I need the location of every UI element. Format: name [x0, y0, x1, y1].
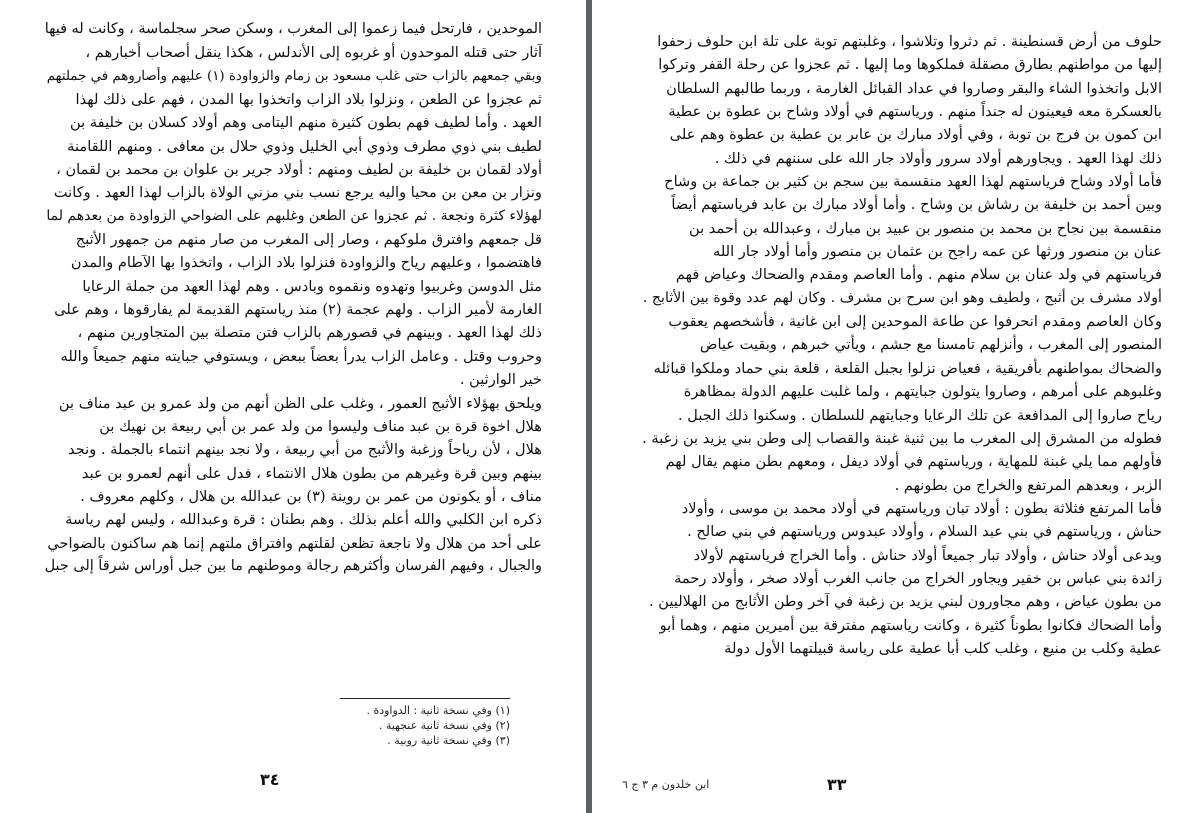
- text-line: مناف ، أو يكونون من عمر بن روينة (٣) بن عبدالله بن هلال ، وكلهم معروف .: [80, 487, 542, 505]
- text-line: العهد . وأما لطيف فهم بطون كثيرة منهم اليتامى وهم أولاد كسلان بن خليفة بن: [70, 114, 542, 132]
- text-line: حناش ، ورياستهم في بني عبد السلام ، وأولاد عبدوس ورياستهم في بني صالح .: [687, 523, 1162, 541]
- text-line: ويلحق بهؤلاء الأثبج العمور ، وغلب على الظن أنهم من ولد عمرو بن عبد مناف بن: [58, 394, 542, 412]
- text-line: الغارمة لأمير الزاب . ولهم عجمة (٢) منذ رياستهم القديمة لم يفارقوها ، وهم على: [54, 301, 542, 319]
- text-line: آثار حتى قتله الموحدون أو غربوه إلى الأندلس ، هكذا ينقل أصحاب أخبارهم ،: [85, 44, 542, 62]
- text-line: أولاد مشرف بن أثبج ، ولطيف وهو ابن سرح بن مشرف . وكان لهم عدد وقوة بين الأثابج .: [642, 289, 1162, 306]
- right-page: [592, 0, 1200, 813]
- footnote-divider: [340, 698, 510, 699]
- footnote-item: (٢) وفي نسخة ثانية عنجهية .: [378, 719, 510, 732]
- text-line: والجبال ، وفيهم الفرسان وأكثرهم رجالة وموطنهم ما بين جبل أوراس شرقاً إلى جبل: [44, 557, 542, 574]
- text-line: مثل الدوسن وغربيوا وتهدوه ونقموه وبادس . وهم لهذا العهد من جملة الرعايا: [82, 277, 542, 295]
- page-number-right: ٣٣: [827, 775, 847, 794]
- text-line: الزبر ، وبعدهم المرتفع والخراج من بطونهم .: [894, 476, 1162, 494]
- text-line: ذكره ابن الكلبي والله أعلم بذلك . وهم بطنان : قرة وعبدالله ، وليس لهم رياسة: [65, 511, 542, 529]
- text-line: بينهم وبين قرة وغيرهم من بطون هلال الانتماء ، فدل على أنهم لعمرو بن عبد: [81, 464, 542, 482]
- text-line: فأما أولاد وشاح فرياستهم لهذا العهد منقسمة بين سجم بن كثير بن جماعة بن وشاح: [664, 173, 1162, 191]
- text-line: منقسمة بين نجاح بن محمد بن منصور بن عبيد بن مبارك ، وعبدالله بن أحمد بن: [689, 219, 1162, 237]
- text-line: وبين أحمد بن خليفة بن رشاش بن وشاح . وأما أولاد مبارك بن عابد فرياستهم أيضاً: [671, 196, 1162, 214]
- page-number-left: ٣٤: [260, 770, 280, 789]
- text-line: فرياستهم في ولد عنان بن سلام منهم . وأما العاصم ومقدم والضحاك وعياض فهم: [675, 266, 1162, 284]
- text-line: والضحاك بمواطنهم بأفريقية ، فعياض نزلوا بجبل القلعة ، قلعة بني حماد وملكوا قبائله: [653, 359, 1162, 377]
- text-line: حلوف من أرض قسنطينة . ثم دثروا وتلاشوا ، وغلبتهم توبة على تلة ابن حلوف زحفوا: [657, 33, 1162, 50]
- text-line: لطيف بني ذوي مطرف وذوي أبي الخليل وذوي حلال بن معافى . ومنهم اللقامنة: [67, 137, 542, 155]
- text-line: عنان بن منصور ورثها عن عمه راجح بن عثمان بن منصور وأما أولاد جار الله: [713, 243, 1162, 261]
- text-line: المنصور إلى المغرب ، وأنزلهم تامسنا مع جشم ، ويأتي خبرهم ، وبقيت عياض: [699, 336, 1162, 354]
- text-line: فطوله من المشرق إلى المغرب ما بين ثنية غبنة والقصاب إلى وطن بني يزيد بن زغبة .: [642, 429, 1162, 447]
- text-line: هلال ، لأن رياحاً وزغبة والأثبج من أبي ربيعة ، ولا نجد بينهم انتماء بالجملة . ونجد: [68, 441, 542, 459]
- footnote-item: (١) وفي نسخة ثانية : الدواودة .: [366, 704, 510, 717]
- text-line: زائدة بني عباس بن خفير ويجاور الخراج من جانب الغرب أولاد صخر ، وأولاد رحمة: [674, 569, 1162, 587]
- text-line: وغلبوهم على أمرهم ، وصاروا يتولون جبايتهم ، ولما غلبت عليهم الدولة بمظاهرة: [683, 383, 1162, 401]
- text-line: الموحدين ، فارتحل فيما زعموا إلى المغرب ، وسكن صحر سجلماسة ، وكانت له فيها: [44, 21, 542, 37]
- text-line: إليها من مواطنهم بطارق مصقلة فملكوها وما إليها . ثم عجزوا عن رحلة القفر وتركوا: [658, 56, 1162, 74]
- text-line: ابن كمون بن فرج بن توبة ، وفي أولاد مبارك بن عابر بن عطية بن عطوة وهم على: [669, 126, 1162, 144]
- text-line: وكان العاصم ومقدم انحرفوا عن طاعة الموحدين إلى ابن غانية ، فأشخصهم يعقوب: [668, 313, 1162, 331]
- text-line: أولاد لقمان بن خليفة بن لطيف ومنهم : أولاد جرير بن علوان بن محمد بن لقمان ،: [56, 161, 542, 179]
- text-line: ثم عجزوا عن الطعن ، ونزلوا بلاد الزاب واتخذوا بها المدن ، فهم على ذلك لهذا: [75, 91, 542, 109]
- text-line: على أحد من هلال ولا ناجعة تظعن لقلتهم وافتراق ملتهم إنما هم ساكنون بالضواحي: [47, 534, 542, 552]
- text-line: لهؤلاء كثرة ونجعة . ثم عجزوا عن الطعن وغلبهم على الضواحي الزواودة من بعدهم لما: [46, 207, 542, 224]
- text-line: ويدعى أولاد حناش ، وأولاد تبار جميعاً أولاد حناش . وأما الخراج فرياستهم لأولاد: [693, 546, 1162, 564]
- text-line: وأما الضحاك فكانوا بطوناً كثيرة ، وكانت رياستهم مفترقة بين أميرين منهم ، وهما أبو: [659, 616, 1162, 634]
- text-line: عطية وكلب بن منيع ، وغلب كلب أبا عطية على رياسة قبيلتهما الأول دولة: [724, 639, 1162, 657]
- text-line: خير الوارثين .: [459, 371, 542, 389]
- running-footer: ابن خلدون م ٣ ج ٦: [622, 778, 710, 791]
- left-page-body: [42, 18, 542, 578]
- right-page-body: [638, 30, 1162, 660]
- text-line: ذلك لهذا العهد . ويجاورهم أولاد سرور وأولاد جار الله على سننهم في ذلك .: [714, 149, 1162, 167]
- footnote-item: (٣) وفي نسخة ثانية روبية .: [387, 734, 510, 747]
- text-line: ونزار بن معن بن محيا واليه يرجع نسب بني مزني الولاة بالزاب لهذا العهد . وكانت: [53, 184, 542, 202]
- text-line: فأما المرتفع فثلاثة بطون : أولاد تبان ورياستهم في أولاد محمد بن موسى ، وأولاد: [681, 499, 1162, 517]
- footnotes: [300, 703, 510, 748]
- text-line: فاهتضموا ، وعليهم رياح والزواودة فنزلوا بلاد الزاب ، واتخذوا بها الآطام والمدن: [70, 254, 542, 272]
- text-line: وبقي جمعهم بالزاب حتى غلب مسعود بن زمام والزواودة (١) عليهم وأصاروهم في جملتهم: [46, 68, 542, 84]
- text-line: الابل واتخذوا الشاء والبقر وصاروا في عداد القبائل الغارمة ، وربما طالبهم السلطان: [666, 79, 1162, 97]
- text-line: وحروب وقتل . وعامل الزاب يدرأ بعضاً ببعض ، ويستوفي جبايته منهم جميعاً والله: [60, 347, 542, 365]
- text-line: ذلك لهذا العهد . وبينهم في قصورهم بالزاب فتن متصلة بين المتجاورين منهم ،: [77, 324, 542, 342]
- text-line: رياح صاروا إلى المدافعة عن تلك الرعايا وجبايتهم للسلطان . وسكنوا ذلك الجبل .: [678, 406, 1162, 424]
- left-page: [0, 0, 586, 813]
- text-line: من بطون عياض ، وهم مجاورون لبني يزيد بن زغبة في آخر وطن الأثابج من الهلاليين .: [649, 593, 1162, 611]
- text-line: هلال اخوة قرة بن عبد مناف وليسوا من ولد عمر بن أبي ربيعة بن نهيك بن: [99, 417, 542, 435]
- text-line: قل جمعهم وافترق ملوكهم ، وصار إلى المغرب من صار منهم من جمهور الأثبج: [75, 231, 542, 249]
- text-line: بالعسكرة معه فيعينون له جنداً منهم . ورياستهم في أولاد وشاح بن عطوة بن عطية: [668, 103, 1162, 121]
- text-line: فأولهم مما يلي غبنة للمهاية ، ورياستهم في أولاد ديفل ، ومعهم بطن منهم يقال لهم: [665, 453, 1162, 471]
